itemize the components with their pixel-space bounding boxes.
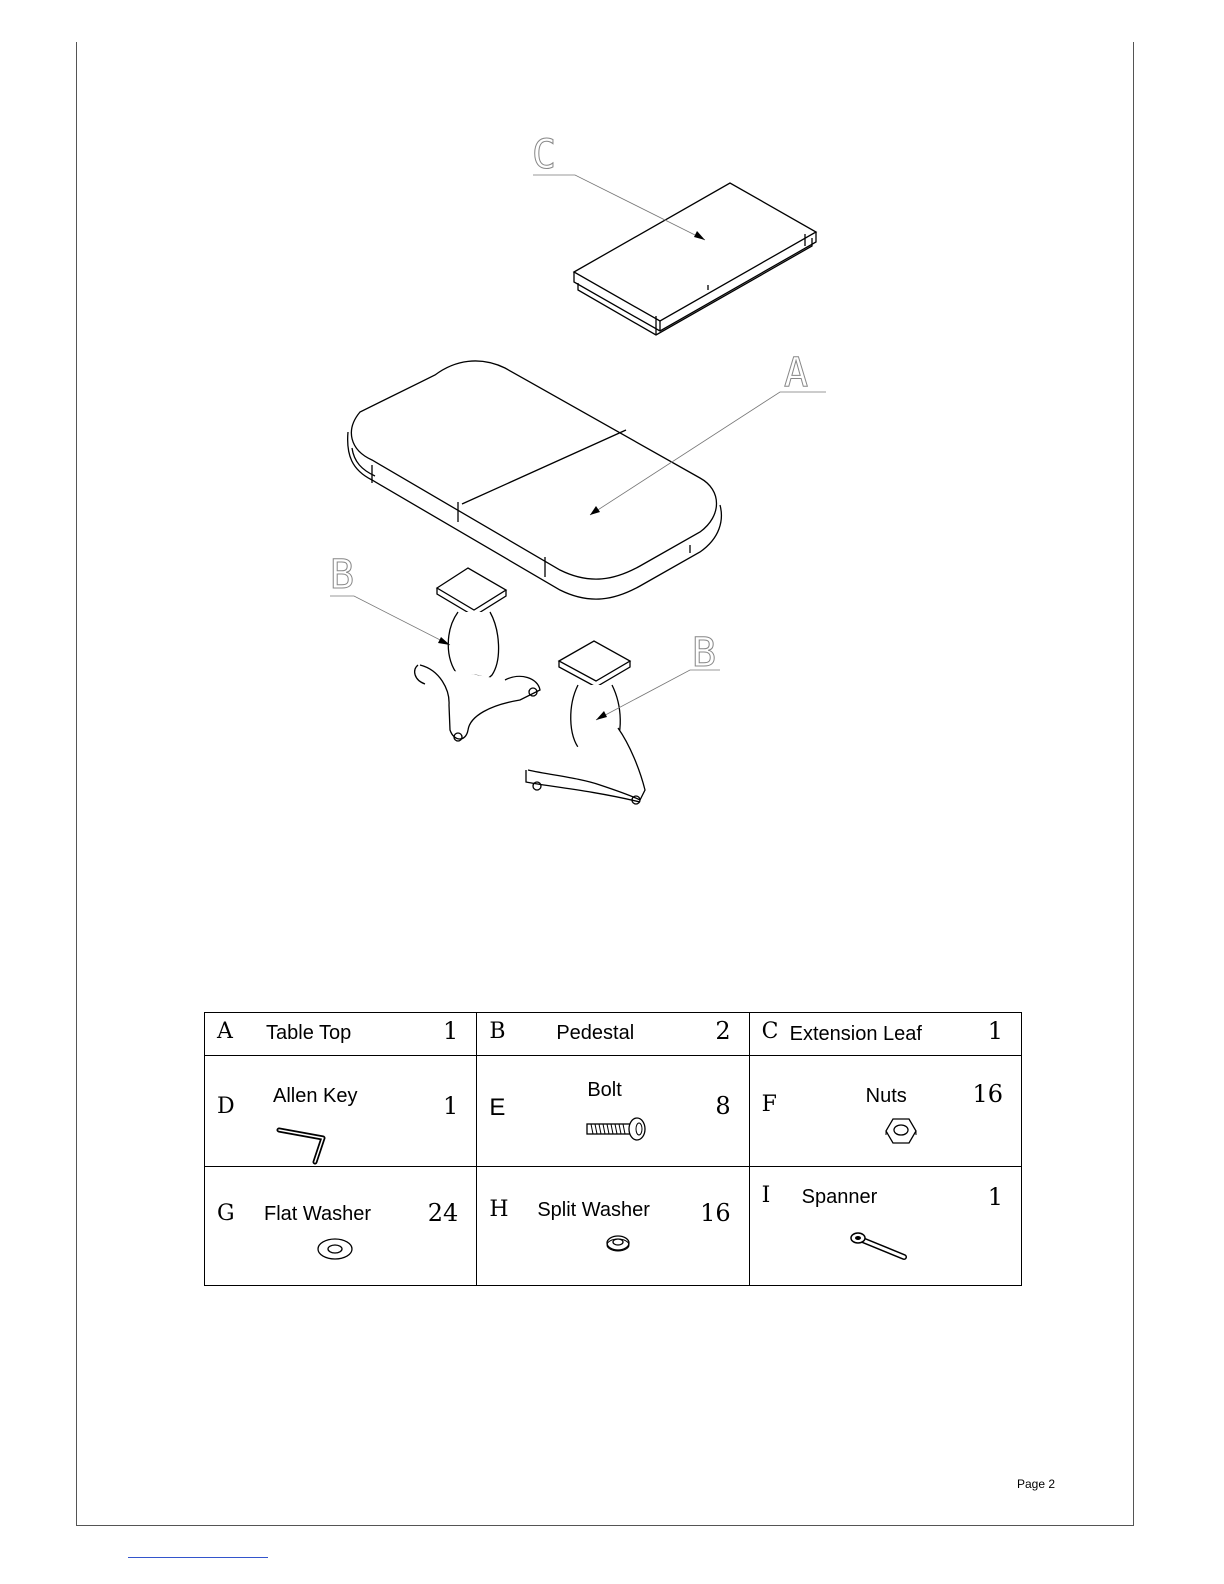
callout-b-right: B [692, 630, 717, 676]
part-code: H [489, 1197, 509, 1222]
part-qty: 2 [715, 1017, 731, 1045]
page-number: Page 2 [1017, 1477, 1056, 1491]
part-code: B [489, 1019, 506, 1044]
table-row [205, 1056, 1022, 1167]
part-qty: 1 [443, 1092, 459, 1120]
part-cell-b [477, 1013, 749, 1056]
part-cell-i [749, 1167, 1021, 1286]
callout-c: C [532, 132, 557, 178]
part-cell-f [749, 1056, 1021, 1167]
part-code: I [761, 1183, 771, 1208]
pedestal-right-drawing [526, 641, 645, 804]
part-name: Nuts [865, 1085, 907, 1107]
part-qty: 1 [987, 1183, 1003, 1211]
part-qty: 16 [700, 1199, 731, 1227]
table-row [205, 1013, 1022, 1056]
part-name: Extension Leaf [789, 1023, 922, 1045]
part-name: Bolt [587, 1079, 622, 1101]
part-qty: 8 [715, 1092, 731, 1120]
part-name: Pedestal [556, 1022, 635, 1044]
part-name: Allen Key [273, 1085, 358, 1107]
hex-nut-icon [884, 1116, 918, 1146]
spanner-icon [850, 1229, 912, 1263]
part-qty: 1 [987, 1017, 1003, 1045]
part-name: Table Top [266, 1022, 352, 1044]
part-cell-a [205, 1013, 477, 1056]
bolt-icon [585, 1116, 649, 1142]
part-cell-c [749, 1013, 1021, 1056]
extension-leaf-drawing [574, 183, 816, 335]
flat-washer-icon [316, 1237, 354, 1261]
part-code: F [761, 1092, 777, 1117]
part-code: G [217, 1201, 235, 1226]
part-cell-g [205, 1167, 477, 1286]
part-cell-e [477, 1056, 749, 1167]
part-cell-d [205, 1056, 477, 1167]
part-qty: 24 [427, 1199, 459, 1227]
callout-b-left: B [330, 552, 355, 598]
pedestal-left-drawing [415, 568, 540, 741]
part-code: A [217, 1019, 233, 1044]
part-code: D [217, 1094, 235, 1119]
part-name: Flat Washer [264, 1203, 372, 1225]
table-row [205, 1167, 1022, 1286]
table-top-drawing [348, 361, 722, 599]
parts-list-table [204, 1012, 1022, 1286]
part-name: Split Washer [537, 1199, 650, 1221]
part-code: C [761, 1019, 779, 1044]
footer-link-underline [128, 1557, 268, 1558]
callout-a: A [784, 350, 809, 396]
part-qty: 16 [972, 1080, 1003, 1108]
part-qty: 1 [443, 1017, 459, 1045]
part-cell-h [477, 1167, 749, 1286]
part-code: E [489, 1094, 506, 1121]
part-name: Spanner [801, 1186, 878, 1208]
page-frame-bottom [76, 1525, 1134, 1526]
allen-key-icon [275, 1122, 335, 1166]
split-washer-icon [604, 1233, 632, 1253]
